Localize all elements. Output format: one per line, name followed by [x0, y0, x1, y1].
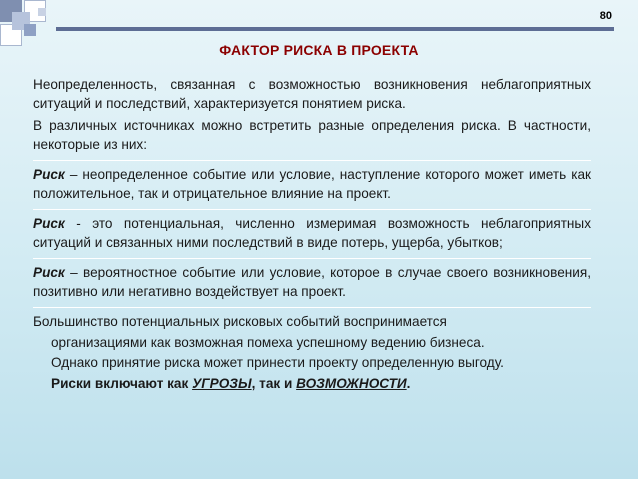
divider	[33, 307, 591, 308]
closing-line-2: организациями как возможная помеха успешному ведению бизнеса.	[51, 334, 485, 350]
closing-prefix: Риски включают как	[51, 375, 193, 391]
definition-2	[33, 215, 591, 252]
decor-square	[38, 8, 46, 16]
definition-1	[33, 166, 591, 203]
threats-term: УГРОЗЫ	[192, 375, 252, 391]
slide-number: 80	[599, 10, 612, 22]
opportunities-term: ВОЗМОЖНОСТИ	[296, 375, 407, 391]
divider	[33, 258, 591, 259]
definition-3	[33, 264, 591, 301]
definition-term: Риск	[33, 167, 65, 182]
definition-text: – вероятностное событие или условие, которое в случае своего возникновения, позитивно или негативно воздействует на проект.	[33, 265, 591, 299]
header-rule	[56, 27, 614, 31]
closing-line-4	[33, 375, 591, 394]
closing-end: .	[406, 375, 411, 391]
intro-paragraph: Неопределенность, связанная с возможностью возникновения неблагоприятных ситуаций и последствий, характеризуется понятием риска.	[33, 77, 591, 111]
divider	[33, 209, 591, 210]
closing-line-1: Большинство потенциальных рисковых событий воспринимается	[33, 314, 447, 329]
closing-middle: , так и	[251, 375, 297, 391]
closing-line-3: Однако принятие риска может принести проекту определенную выгоду.	[51, 355, 504, 370]
sources-paragraph: В различных источниках можно встретить разные определения риска. В частности, некоторые из них:	[33, 118, 591, 152]
decor-square	[24, 24, 36, 36]
slide-body	[33, 76, 591, 395]
definition-term: Риск	[33, 216, 65, 231]
slide-title: ФАКТОР РИСКА В ПРОЕКТА	[219, 42, 419, 58]
definition-text: - это потенциальная, численно измеримая возможность неблагоприятных ситуаций и связанных ними последствий в виде потерь, ущерба, убытков;	[33, 216, 591, 250]
definition-term: Риск	[33, 265, 65, 280]
definition-text: – неопределенное событие или условие, наступление которого может иметь как положительное, так и отрицательное влияние на проект.	[33, 167, 591, 201]
divider	[33, 160, 591, 161]
